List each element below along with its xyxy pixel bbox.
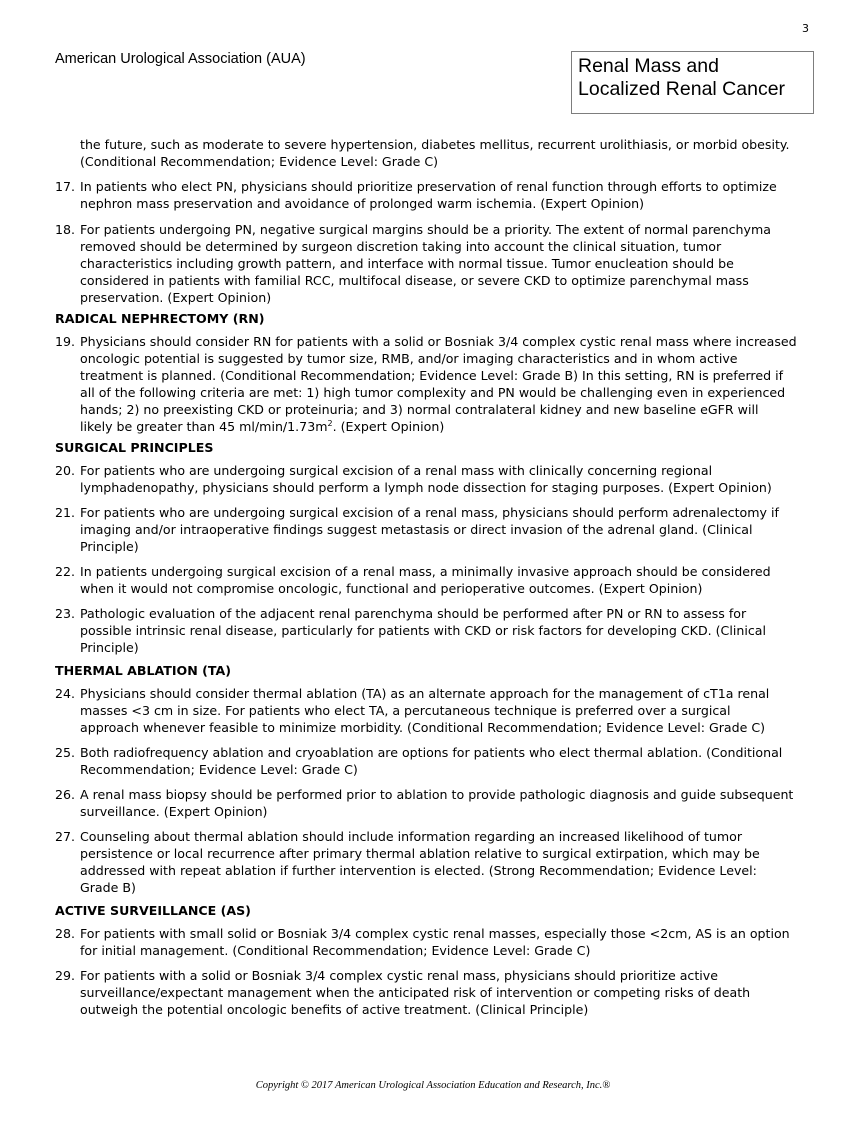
text-line: In patients who elect PN, physicians should prioritize preservation of renal function through efforts to optimize xyxy=(80,179,777,194)
copyright-footer: Copyright © 2017 American Urological Association Education and Research, Inc.® xyxy=(255,1080,611,1091)
text-line: considered in patients with familial RCC, multifocal disease, or severe CKD to optimize parenchymal mass xyxy=(80,273,749,288)
guideline-statements xyxy=(55,136,815,1018)
statement-number: 17. xyxy=(55,179,76,194)
text-line: masses <3 cm in size. For patients who elect TA, a percutaneous technique is preferred over a surgical xyxy=(80,703,731,718)
text-line: nephron mass preservation and avoidance of prolonged warm ischemia. (Expert Opinion) xyxy=(80,196,645,211)
text-line: A renal mass biopsy should be performed prior to ablation to provide pathologic diagnosis and guide subsequent xyxy=(80,787,794,802)
statement-number: 27. xyxy=(55,829,76,844)
statement-18 xyxy=(55,221,815,306)
text-line: (Conditional Recommendation; Evidence Level: Grade C) xyxy=(80,154,439,169)
text-line: possible intrinsic renal disease, particularly for patients with CKD or risk factors for developing CKD. (Clinical xyxy=(80,623,766,638)
text-line: all of the following criteria are met: 1) high tumor complexity and PN would be challenging even in experienced xyxy=(80,385,786,400)
text-line: Physicians should consider RN for patients with a solid or Bosniak 3/4 complex cystic renal mass where increased xyxy=(80,334,797,349)
text-fragment: . (Expert Opinion) xyxy=(332,419,445,434)
section-heading-active-surveillance: ACTIVE SURVEILLANCE (AS) xyxy=(55,903,251,918)
text-line: Principle) xyxy=(80,539,139,554)
text-line: Pathologic evaluation of the adjacent renal parenchyma should be performed after PN or RN to assess for xyxy=(80,606,747,621)
statement-number: 22. xyxy=(55,564,76,579)
text-line: For patients who are undergoing surgical excision of a renal mass, physicians should perform adrenalectomy if xyxy=(80,505,779,520)
text-line: surveillance/expectant management when the anticipated risk of intervention or competing risks of death xyxy=(80,985,751,1000)
statement-number: 29. xyxy=(55,968,76,983)
text-fragment: likely be greater than 45 ml/min/1.73m xyxy=(80,419,328,434)
text-line: In patients undergoing surgical excision of a renal mass, a minimally invasive approach should be considered xyxy=(80,564,771,579)
section-heading-surgical-principles: SURGICAL PRINCIPLES xyxy=(55,440,214,455)
document-title-line: Renal Mass and xyxy=(578,55,719,77)
statement-20 xyxy=(55,462,815,496)
statement-19 xyxy=(55,333,815,435)
text-line: Grade B) xyxy=(80,880,136,895)
text-line: For patients who are undergoing surgical excision of a renal mass with clinically concerning regional xyxy=(80,463,713,478)
text-line xyxy=(80,418,815,435)
text-line: Recommendation; Evidence Level: Grade C) xyxy=(80,762,358,777)
statement-23 xyxy=(55,605,815,656)
text-line: imaging and/or intraoperative findings suggest metastasis or direct invasion of the adrenal gland. (Clinical xyxy=(80,522,753,537)
text-line: Both radiofrequency ablation and cryoablation are options for patients who elect thermal ablation. (Conditional xyxy=(80,745,783,760)
statement-number: 21. xyxy=(55,505,76,520)
statement-17 xyxy=(55,178,815,212)
section-heading-radical-nephrectomy: RADICAL NEPHRECTOMY (RN) xyxy=(55,311,265,326)
statement-26 xyxy=(55,786,815,820)
statement-29 xyxy=(55,967,815,1018)
text-line: approach whenever feasible to minimize morbidity. (Conditional Recommendation; Evidence Level: Grade C) xyxy=(80,720,766,735)
text-line: hands; 2) no preexisting CKD or proteinuria; and 3) normal contralateral kidney and new baseline eGFR will xyxy=(80,402,759,417)
text-line: Physicians should consider thermal ablation (TA) as an alternate approach for the management of cT1a renal xyxy=(80,686,770,701)
text-line: For patients undergoing PN, negative surgical margins should be a priority. The extent of normal parenchyma xyxy=(80,222,771,237)
statement-number: 19. xyxy=(55,334,76,349)
statement-25 xyxy=(55,744,815,778)
statement-number: 26. xyxy=(55,787,76,802)
statement-27 xyxy=(55,828,815,896)
continued-statement-text xyxy=(80,136,815,170)
superscript: 2 xyxy=(327,418,333,428)
statement-28 xyxy=(55,925,815,959)
statement-number: 23. xyxy=(55,606,76,621)
statement-24 xyxy=(55,685,815,736)
text-line: For patients with a solid or Bosniak 3/4 complex cystic renal mass, physicians should prioritize active xyxy=(80,968,718,983)
document-title-line: Localized Renal Cancer xyxy=(578,78,786,100)
text-line: Principle) xyxy=(80,640,139,655)
page-number: 3 xyxy=(802,22,809,35)
statement-number: 18. xyxy=(55,222,76,237)
text-line: for initial management. (Conditional Recommendation; Evidence Level: Grade C) xyxy=(80,943,591,958)
statement-22 xyxy=(55,563,815,597)
text-line: oncologic potential is suggested by tumor size, RMB, and/or imaging characteristics and in whom active xyxy=(80,351,738,366)
text-line: persistence or local recurrence after primary thermal ablation relative to surgical extirpation, which may be xyxy=(80,846,760,861)
statement-number: 25. xyxy=(55,745,76,760)
statement-21 xyxy=(55,504,815,555)
text-line: when it would not compromise oncologic, functional and perioperative outcomes. (Expert Opinion) xyxy=(80,581,703,596)
text-line: Counseling about thermal ablation should include information regarding an increased likelihood of tumor xyxy=(80,829,743,844)
text-line: characteristics including growth pattern, and interface with normal tissue. Tumor enucleation should be xyxy=(80,256,734,271)
section-heading-thermal-ablation: THERMAL ABLATION (TA) xyxy=(55,663,232,678)
statement-number: 24. xyxy=(55,686,76,701)
text-line: lymphadenopathy, physicians should perform a lymph node dissection for staging purposes. (Expert Opinion) xyxy=(80,480,772,495)
text-line: outweigh the potential oncologic benefits of active treatment. (Clinical Principle) xyxy=(80,1002,589,1017)
text-line: addressed with repeat ablation if further intervention is elected. (Strong Recommendation; Evidence Level: xyxy=(80,863,757,878)
document-title-box xyxy=(571,51,814,114)
text-line: the future, such as moderate to severe hypertension, diabetes mellitus, recurrent urolithiasis, or morbid obesity. xyxy=(80,137,790,152)
organization-name: American Urological Association (AUA) xyxy=(55,51,306,67)
text-line: For patients with small solid or Bosniak 3/4 complex cystic renal masses, especially those <2cm, AS is an option xyxy=(80,926,790,941)
statement-number: 20. xyxy=(55,463,76,478)
text-line: preservation. (Expert Opinion) xyxy=(80,290,272,305)
text-line: treatment is planned. (Conditional Recommendation; Evidence Level: Grade B) In this setting, RN is preferred if xyxy=(80,368,784,383)
text-line: removed should be determined by surgeon discretion taking into account the clinical situation, tumor xyxy=(80,239,722,254)
statement-number: 28. xyxy=(55,926,76,941)
text-line: surveillance. (Expert Opinion) xyxy=(80,804,268,819)
